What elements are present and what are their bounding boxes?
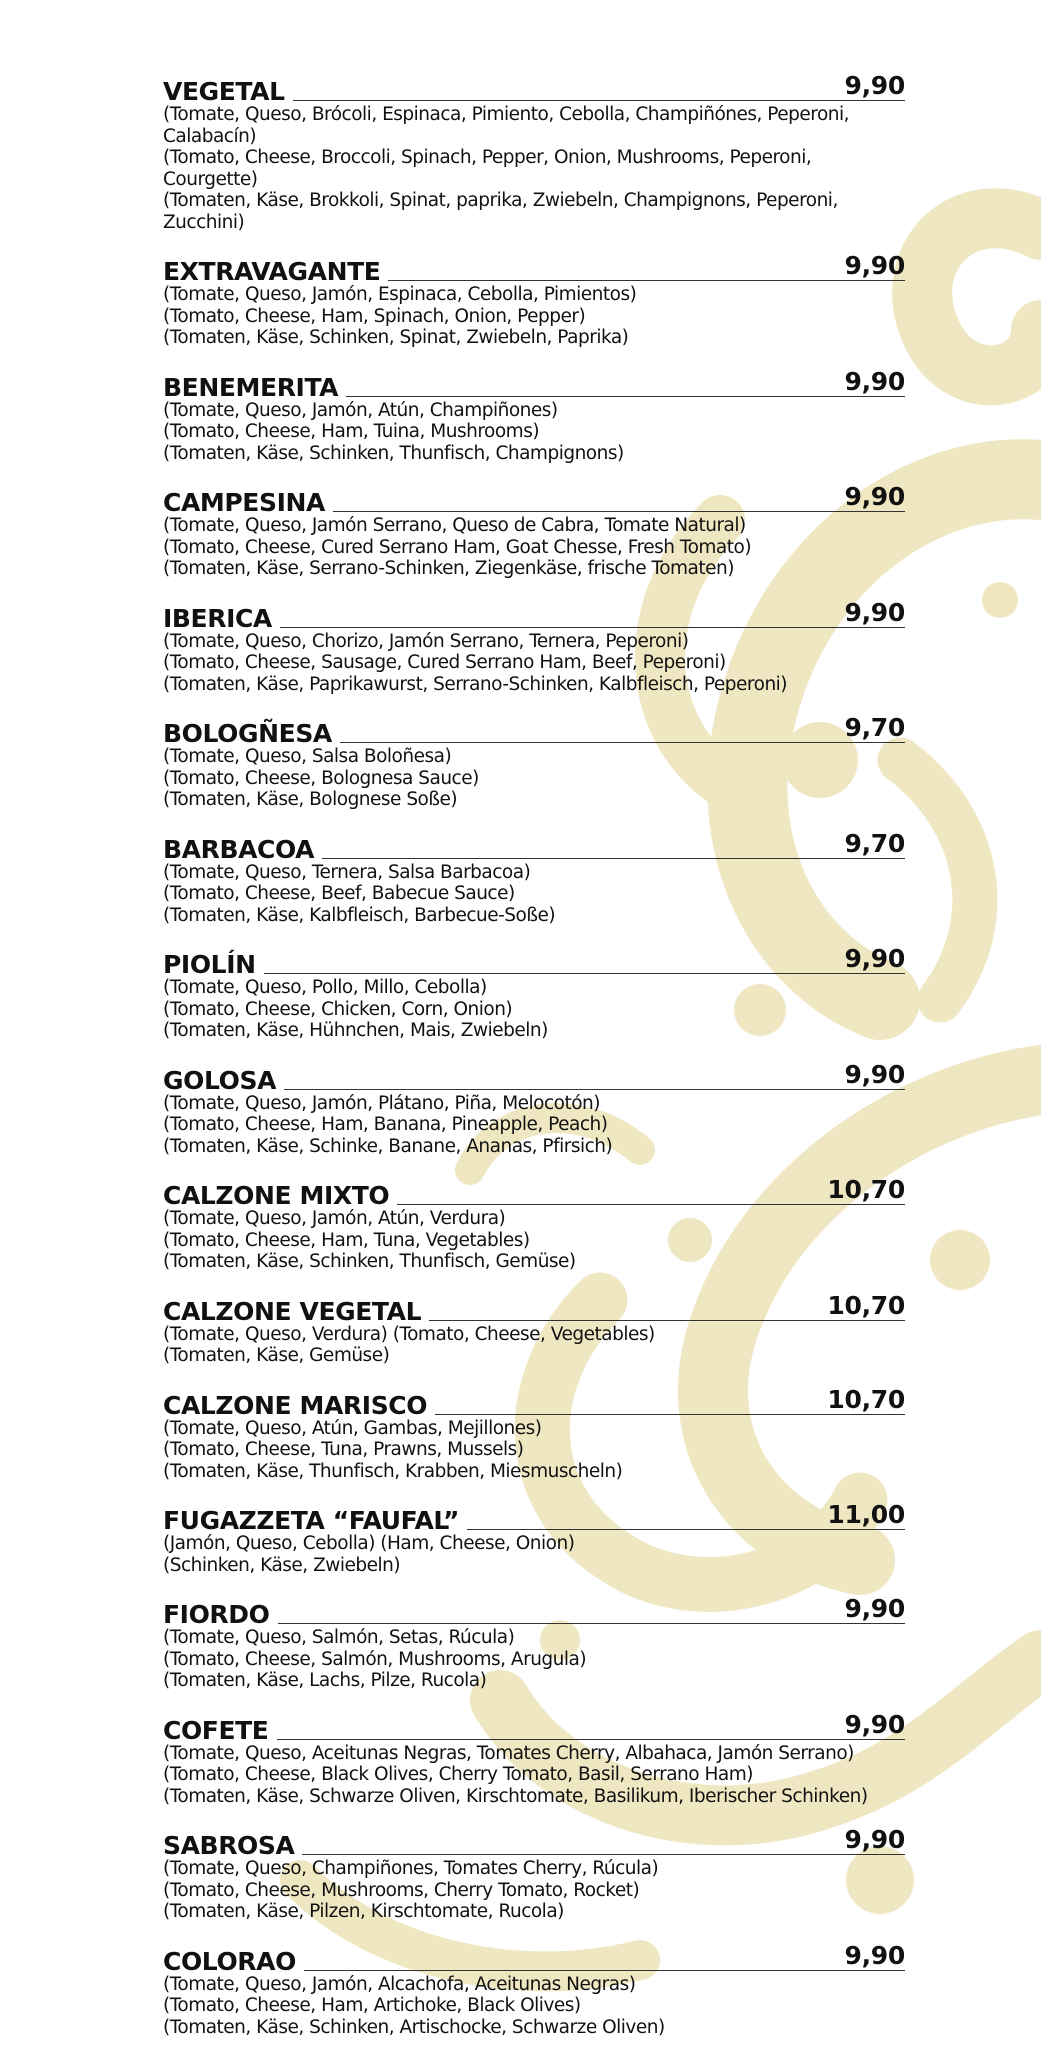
- leader-line: [278, 1594, 906, 1624]
- menu-item: [163, 943, 905, 1042]
- ingredient-line: (Tomato, Cheese, Mushrooms, Cherry Tomato, Rocket): [163, 1879, 640, 1901]
- ingredient-line: (Tomato, Cheese, Ham, Banana, Pineapple, Peach): [163, 1114, 608, 1135]
- leader-line: [397, 1175, 905, 1205]
- ingredient-line: (Tomaten, Käse, Paprikawurst, Serrano-Schinken, Kalbfleisch, Peperoni): [163, 673, 788, 695]
- ingredient-line: (Tomato, Cheese, Bolognesa Sauce): [163, 767, 479, 789]
- menu-item-price: 11,00: [827, 1500, 905, 1529]
- menu-item: [163, 712, 905, 811]
- menu-item: [163, 1384, 905, 1483]
- ingredient-line: (Tomato, Cheese, Ham, Tuna, Vegetables): [163, 1229, 530, 1251]
- ingredient-line: (Tomato, Cheese, Beef, Babecue Sauce): [163, 883, 515, 904]
- menu-item-name: COFETE: [163, 1715, 269, 1745]
- menu-item-price: 10,70: [827, 1290, 905, 1320]
- ingredient-line: (Tomato, Cheese, Cured Serrano Ham, Goat Chesse, Fresh Tomato): [163, 536, 752, 558]
- menu-item-name: SABROSA: [163, 1831, 295, 1860]
- menu-item-price: 9,90: [844, 944, 905, 973]
- menu-item-price: 9,70: [844, 828, 905, 858]
- ingredient-line: (Tomaten, Käse, Brokkoli, Spinat, paprika, Zwiebeln, Champignons, Peperoni, Zucchini): [163, 190, 838, 233]
- menu-item-header: [163, 597, 905, 631]
- menu-item-name: BARBACOA: [163, 834, 315, 864]
- ingredient-line: (Tomaten, Käse, Schinke, Banane, Ananas, Pfirsich): [163, 1135, 613, 1157]
- pizza-menu-list: [163, 70, 905, 2055]
- ingredient-line: (Tomaten, Käse, Schinken, Thunfisch, Gemüse): [163, 1251, 576, 1272]
- leader-line: [322, 828, 905, 859]
- ingredient-line: (Tomato, Cheese, Black Olives, Cherry Tomato, Basil, Serrano Ham): [163, 1764, 753, 1785]
- ingredient-line: (Tomate, Queso, Ternera, Salsa Barbacoa): [163, 861, 531, 883]
- menu-item-description: [163, 746, 905, 811]
- leader-line: [284, 1059, 905, 1090]
- ingredient-line: (Tomato, Cheese, Tuna, Prawns, Mussels): [163, 1439, 524, 1460]
- menu-item-header: [163, 1593, 905, 1627]
- menu-item-description: [163, 1858, 905, 1923]
- menu-item-header: [163, 943, 905, 977]
- ingredient-line: (Schinken, Käse, Zwiebeln): [163, 1554, 401, 1576]
- menu-item-price: 9,90: [844, 482, 905, 511]
- ingredient-line: (Tomaten, Käse, Thunfisch, Krabben, Miesmuscheln): [163, 1460, 623, 1482]
- menu-item-description: [163, 400, 905, 465]
- leader-line: [302, 1825, 905, 1855]
- menu-item-name: CALZONE MIXTO: [163, 1181, 390, 1210]
- menu-item-description: [163, 284, 905, 349]
- menu-item: [163, 481, 905, 580]
- ingredient-line: (Tomato, Cheese, Ham, Spinach, Onion, Pepper): [163, 305, 586, 327]
- menu-item: [163, 1174, 905, 1273]
- menu-item-header: [163, 1499, 905, 1533]
- menu-item-header: [163, 366, 905, 400]
- menu-item: [163, 366, 905, 465]
- ingredient-line: (Tomate, Queso, Salmón, Setas, Rúcula): [163, 1627, 515, 1648]
- ingredient-line: (Tomaten, Käse, Pilzen, Kirschtomate, Rucola): [163, 1901, 564, 1922]
- menu-item-description: [163, 1533, 905, 1576]
- leader-line: [435, 1384, 905, 1415]
- menu-item-price: 9,90: [844, 1594, 905, 1623]
- menu-item-price: 9,90: [844, 1059, 905, 1089]
- ingredient-line: (Tomaten, Käse, Bolognese Soße): [163, 789, 458, 810]
- ingredient-line: (Tomate, Queso, Jamón, Atún, Champiñones): [163, 399, 558, 421]
- menu-item-description: [163, 104, 905, 233]
- ingredient-line: (Jamón, Queso, Cebolla) (Ham, Cheese, Onion): [163, 1533, 575, 1554]
- leader-line: [264, 944, 905, 974]
- menu-item-header: [163, 1174, 905, 1208]
- menu-item-name: COLORAO: [163, 1946, 296, 1976]
- leader-line: [388, 251, 905, 281]
- ingredient-line: (Tomato, Cheese, Sausage, Cured Serrano Ham, Beef, Peperoni): [163, 652, 726, 673]
- menu-item-header: [163, 712, 905, 746]
- ingredient-line: (Tomate, Queso, Verdura) (Tomato, Cheese, Vegetables): [163, 1323, 655, 1345]
- menu-item: [163, 1940, 905, 2039]
- leader-line: [429, 1290, 905, 1321]
- menu-item-name: BOLOGÑESA: [163, 719, 332, 748]
- ingredient-line: (Tomato, Cheese, Chicken, Corn, Onion): [163, 998, 513, 1020]
- ingredient-line: (Tomaten, Käse, Schinken, Thunfisch, Champignons): [163, 442, 624, 464]
- menu-item-header: [163, 481, 905, 515]
- ingredient-line: (Tomate, Queso, Jamón, Plátano, Piña, Melocotón): [163, 1092, 601, 1114]
- menu-item-name: IBERICA: [163, 603, 272, 633]
- menu-item-description: [163, 1324, 905, 1367]
- menu-item-name: FIORDO: [163, 1600, 270, 1629]
- menu-item-description: [163, 1093, 905, 1158]
- menu-item-name: BENEMERITA: [163, 372, 339, 402]
- ingredient-line: (Tomaten, Käse, Gemüse): [163, 1345, 390, 1366]
- menu-item-description: [163, 1418, 905, 1483]
- leader-line: [333, 482, 905, 512]
- menu-item-header: [163, 1824, 905, 1858]
- menu-item-price: 9,90: [844, 366, 905, 396]
- menu-item-name: CALZONE VEGETAL: [163, 1296, 422, 1326]
- menu-item-description: [163, 515, 905, 580]
- ingredient-line: (Tomate, Queso, Pollo, Millo, Cebolla): [163, 977, 487, 998]
- menu-item-name: EXTRAVAGANTE: [163, 257, 381, 286]
- menu-item-description: [163, 1974, 905, 2039]
- menu-item-price: 9,90: [844, 597, 905, 627]
- ingredient-line: (Tomate, Queso, Jamón Serrano, Queso de Cabra, Tomate Natural): [163, 515, 746, 536]
- menu-item-header: [163, 250, 905, 284]
- ingredient-line: (Tomaten, Käse, Schinken, Artischocke, Schwarze Oliven): [163, 2016, 665, 2038]
- menu-item: [163, 597, 905, 696]
- menu-item-price: 9,70: [844, 713, 905, 742]
- menu-item-description: [163, 977, 905, 1042]
- menu-item-price: 9,90: [844, 1940, 905, 1970]
- menu-item-description: [163, 1208, 905, 1273]
- leader-line: [346, 366, 905, 397]
- menu-item: [163, 1290, 905, 1367]
- menu-item-header: [163, 1384, 905, 1418]
- menu-item: [163, 70, 905, 233]
- ingredient-line: (Tomate, Queso, Jamón, Espinaca, Cebolla, Pimientos): [163, 284, 637, 305]
- menu-item-name: PIOLÍN: [163, 950, 256, 979]
- menu-item-name: VEGETAL: [163, 77, 285, 106]
- menu-item: [163, 1499, 905, 1576]
- menu-item-price: 9,90: [844, 1709, 905, 1739]
- ingredient-line: (Tomate, Queso, Brócoli, Espinaca, Pimiento, Cebolla, Champiñónes, Peperoni, Calabacín): [163, 104, 850, 147]
- ingredient-line: (Tomaten, Käse, Schwarze Oliven, Kirschtomate, Basilikum, Iberischer Schinken): [163, 1785, 868, 1807]
- menu-item-description: [163, 631, 905, 696]
- menu-item-price: 10,70: [827, 1175, 905, 1204]
- menu-item-price: 10,70: [827, 1384, 905, 1414]
- ingredient-line: (Tomate, Queso, Jamón, Atún, Verdura): [163, 1208, 506, 1229]
- menu-item-header: [163, 1940, 905, 1974]
- menu-item: [163, 828, 905, 927]
- ingredient-line: (Tomate, Queso, Salsa Boloñesa): [163, 746, 452, 767]
- menu-item-header: [163, 1290, 905, 1324]
- menu-item-description: [163, 1743, 905, 1808]
- menu-item-header: [163, 70, 905, 104]
- ingredient-line: (Tomate, Queso, Champiñones, Tomates Cherry, Rúcula): [163, 1858, 659, 1879]
- menu-item: [163, 1824, 905, 1923]
- ingredient-line: (Tomaten, Käse, Hühnchen, Mais, Zwiebeln): [163, 1020, 548, 1041]
- menu-item-header: [163, 828, 905, 862]
- menu-item-price: 9,90: [844, 251, 905, 280]
- ingredient-line: (Tomaten, Käse, Kalbfleisch, Barbecue-Soße): [163, 904, 556, 926]
- ingredient-line: (Tomato, Cheese, Salmón, Mushrooms, Arugula): [163, 1648, 587, 1670]
- ingredient-line: (Tomate, Queso, Jamón, Alcachofa, Aceitunas Negras): [163, 1973, 636, 1995]
- menu-item-price: 9,90: [844, 1825, 905, 1854]
- ingredient-line: (Tomate, Queso, Atún, Gambas, Mejillones): [163, 1417, 542, 1439]
- ingredient-line: (Tomaten, Käse, Serrano-Schinken, Ziegenkäse, frische Tomaten): [163, 558, 734, 579]
- menu-item-name: CALZONE MARISCO: [163, 1390, 428, 1420]
- ingredient-line: (Tomaten, Käse, Schinken, Spinat, Zwiebeln, Paprika): [163, 327, 629, 348]
- menu-item-description: [163, 1627, 905, 1692]
- menu-item: [163, 250, 905, 349]
- menu-item-name: CAMPESINA: [163, 488, 325, 517]
- leader-line: [277, 1709, 906, 1740]
- menu-item-header: [163, 1709, 905, 1743]
- menu-item: [163, 1709, 905, 1808]
- ingredient-line: (Tomate, Queso, Aceitunas Negras, Tomates Cherry, Albahaca, Jamón Serrano): [163, 1742, 854, 1764]
- menu-item-name: FUGAZZETA “FAUFAL”: [163, 1506, 459, 1535]
- leader-line: [304, 1940, 905, 1971]
- ingredient-line: (Tomaten, Käse, Lachs, Pilze, Rucola): [163, 1670, 487, 1691]
- menu-item: [163, 1593, 905, 1692]
- menu-item-name: GOLOSA: [163, 1065, 277, 1095]
- menu-item-price: 9,90: [844, 71, 905, 100]
- ingredient-line: (Tomato, Cheese, Broccoli, Spinach, Pepper, Onion, Mushrooms, Peperoni, Courgette): [163, 147, 812, 190]
- menu-item-description: [163, 862, 905, 927]
- leader-line: [340, 713, 905, 743]
- ingredient-line: (Tomato, Cheese, Ham, Artichoke, Black Olives): [163, 1995, 581, 2016]
- ingredient-line: (Tomate, Queso, Chorizo, Jamón Serrano, Ternera, Peperoni): [163, 630, 689, 652]
- menu-item: [163, 1059, 905, 1158]
- ingredient-line: (Tomato, Cheese, Ham, Tuina, Mushrooms): [163, 421, 540, 442]
- leader-line: [293, 71, 905, 101]
- leader-line: [280, 597, 905, 628]
- leader-line: [467, 1500, 905, 1530]
- menu-item-header: [163, 1059, 905, 1093]
